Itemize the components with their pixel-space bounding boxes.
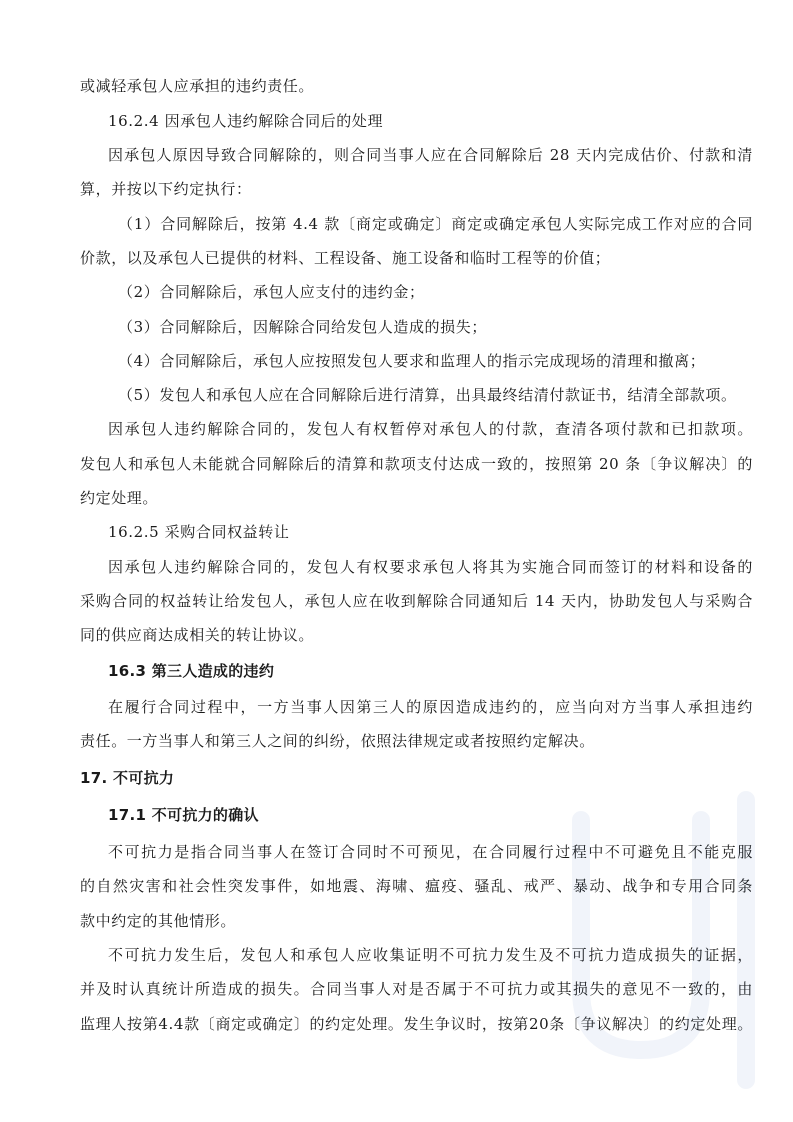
section-heading-17-1: 17.1 不可抗力的确认 [108,806,259,824]
paragraph-line: 不可抗力发生后，发包人和承包人应收集证明不可抗力发生及不可抗力造成损失的证据， [108,946,753,964]
list-item-5: （5）发包人和承包人应在合同解除后进行清算，出具最终结清付款证书，结清全部款项。 [118,386,737,404]
paragraph-line: 监理人按第4.4款〔商定或确定〕的约定处理。发生争议时，按第20条〔争议解决〕的约定处理。 [80,1015,753,1033]
paragraph-line: 采购合同的权益转让给发包人，承包人应在收到解除合同通知后 14 天内，协助发包人与采购合 [80,592,753,610]
paragraph-line: 因承包人原因导致合同解除的，则合同当事人应在合同解除后 28 天内完成估价、付款和清 [108,146,753,164]
paragraph-line: 责任。一方当事人和第三人之间的纠纷，依照法律规定或者按照约定解决。 [80,732,595,750]
paragraph-line: 因承包人违约解除合同的，发包人有权要求承包人将其为实施合同而签订的材料和设备的 [108,558,753,576]
list-item-1-cont: 价款，以及承包人已提供的材料、工程设备、施工设备和临时工程等的价值； [80,249,611,267]
watermark-logo [561,780,771,1100]
paragraph-continuation: 或减轻承包人应承担的违约责任。 [80,77,315,95]
chapter-heading-17: 17. 不可抗力 [80,769,175,787]
paragraph-line: 并及时认真统计所造成的损失。合同当事人对是否属于不可抗力或其损失的意见不一致的，由 [80,980,753,998]
list-item-1: （1）合同解除后，按第 4.4 款〔商定或确定〕商定或确定承包人实际完成工作对应的合同 [118,215,753,233]
paragraph-line: 的自然灾害和社会性突发事件，如地震、海啸、瘟疫、骚乱、戒严、暴动、战争和专用合同条 [80,877,753,895]
list-item-2: （2）合同解除后，承包人应支付的违约金； [118,283,425,301]
paragraph-line: 发包人和承包人未能就合同解除后的清算和款项支付达成一致的，按照第 20 条〔争议解决〕的 [80,455,753,473]
paragraph-line: 不可抗力是指合同当事人在签订合同时不可预见，在合同履行过程中不可避免且不能克服 [108,843,753,861]
section-heading-16-2-4: 16.2.4 因承包人违约解除合同后的处理 [108,112,384,130]
paragraph-line: 算，并按以下约定执行： [80,180,252,198]
paragraph-line: 款中约定的其他情形。 [80,912,237,930]
paragraph-line: 约定处理。 [80,489,159,507]
paragraph-line: 同的供应商达成相关的转让协议。 [80,626,315,644]
section-heading-16-3: 16.3 第三人造成的违约 [108,662,275,680]
paragraph-line: 因承包人违约解除合同的，发包人有权暂停对承包人的付款，查清各项付款和已扣款项。 [108,420,753,438]
list-item-4: （4）合同解除后，承包人应按照发包人要求和监理人的指示完成现场的清理和撤离； [118,352,706,370]
list-item-3: （3）合同解除后，因解除合同给发包人造成的损失； [118,318,487,336]
section-heading-16-2-5: 16.2.5 采购合同权益转让 [108,523,290,541]
paragraph-line: 在履行合同过程中，一方当事人因第三人的原因造成违约的，应当向对方当事人承担违约 [108,698,753,716]
